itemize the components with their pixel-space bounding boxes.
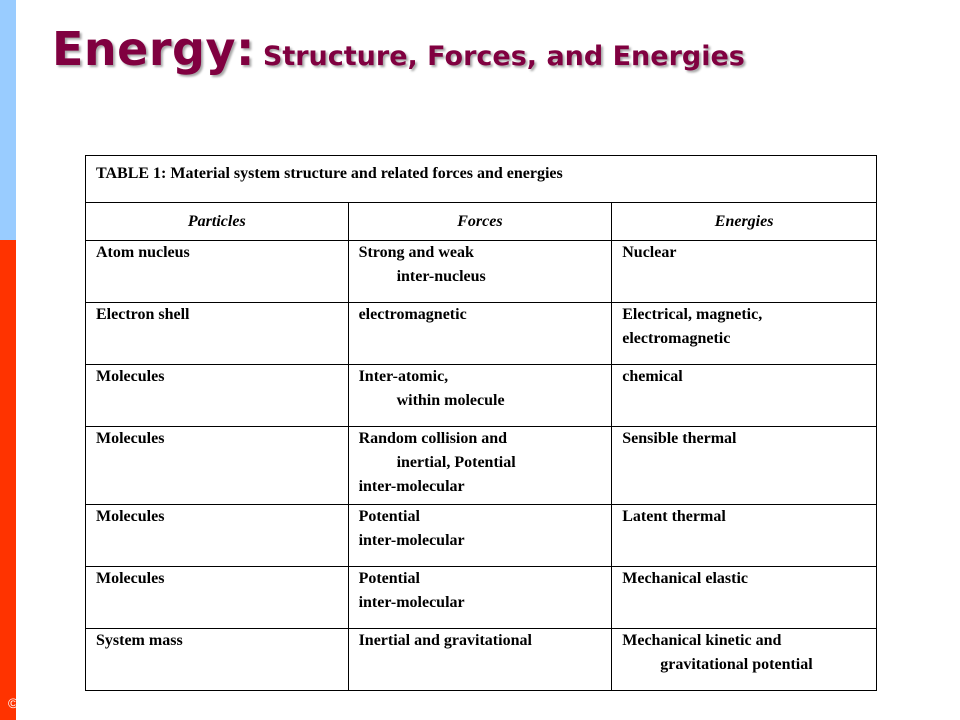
table-row <box>86 427 877 505</box>
energies-cell: Mechanical kinetic and gravitational potential <box>612 629 877 691</box>
particles-cell: Atom nucleus <box>86 241 349 303</box>
energies-cell: Mechanical elastic <box>612 567 877 629</box>
slide-title <box>52 22 745 76</box>
table-row <box>86 303 877 365</box>
energies-cell: Sensible thermal <box>612 427 877 505</box>
particles-cell: Molecules <box>86 567 349 629</box>
forces-cell: Potential inter-molecular <box>348 567 612 629</box>
particles-cell: Electron shell <box>86 303 349 365</box>
particles-cell: Molecules <box>86 427 349 505</box>
particles-cell: System mass <box>86 629 349 691</box>
energies-cell: Nuclear <box>612 241 877 303</box>
table-row <box>86 505 877 567</box>
particles-cell: Molecules <box>86 505 349 567</box>
table-row <box>86 567 877 629</box>
table-caption: TABLE 1: Material system structure and related forces and energies <box>86 156 877 203</box>
energies-cell: Electrical, magnetic, electromagnetic <box>612 303 877 365</box>
energies-cell: Latent thermal <box>612 505 877 567</box>
header-energies: Energies <box>612 203 877 241</box>
table-row <box>86 629 877 691</box>
left-accent-bar-bottom <box>0 240 19 720</box>
energies-cell: chemical <box>612 365 877 427</box>
forces-cell: Potential inter-molecular <box>348 505 612 567</box>
header-particles: Particles <box>86 203 349 241</box>
slide-title-sub: Structure, Forces, and Energies <box>262 41 745 72</box>
energy-table <box>85 155 877 691</box>
left-accent-bar-top <box>0 0 16 240</box>
forces-cell: Strong and weak inter-nucleus <box>348 241 612 303</box>
table-row <box>86 365 877 427</box>
particles-cell: Molecules <box>86 365 349 427</box>
forces-cell: electromagnetic <box>348 303 612 365</box>
forces-cell: Inter-atomic, within molecule <box>348 365 612 427</box>
header-forces: Forces <box>348 203 612 241</box>
slide-title-main: Energy: <box>52 22 255 76</box>
forces-cell: Inertial and gravitational <box>348 629 612 691</box>
forces-cell: Random collision and inertial, Potential inter-molecular <box>348 427 612 505</box>
table-row <box>86 241 877 303</box>
copyright-mark: © <box>8 695 19 711</box>
